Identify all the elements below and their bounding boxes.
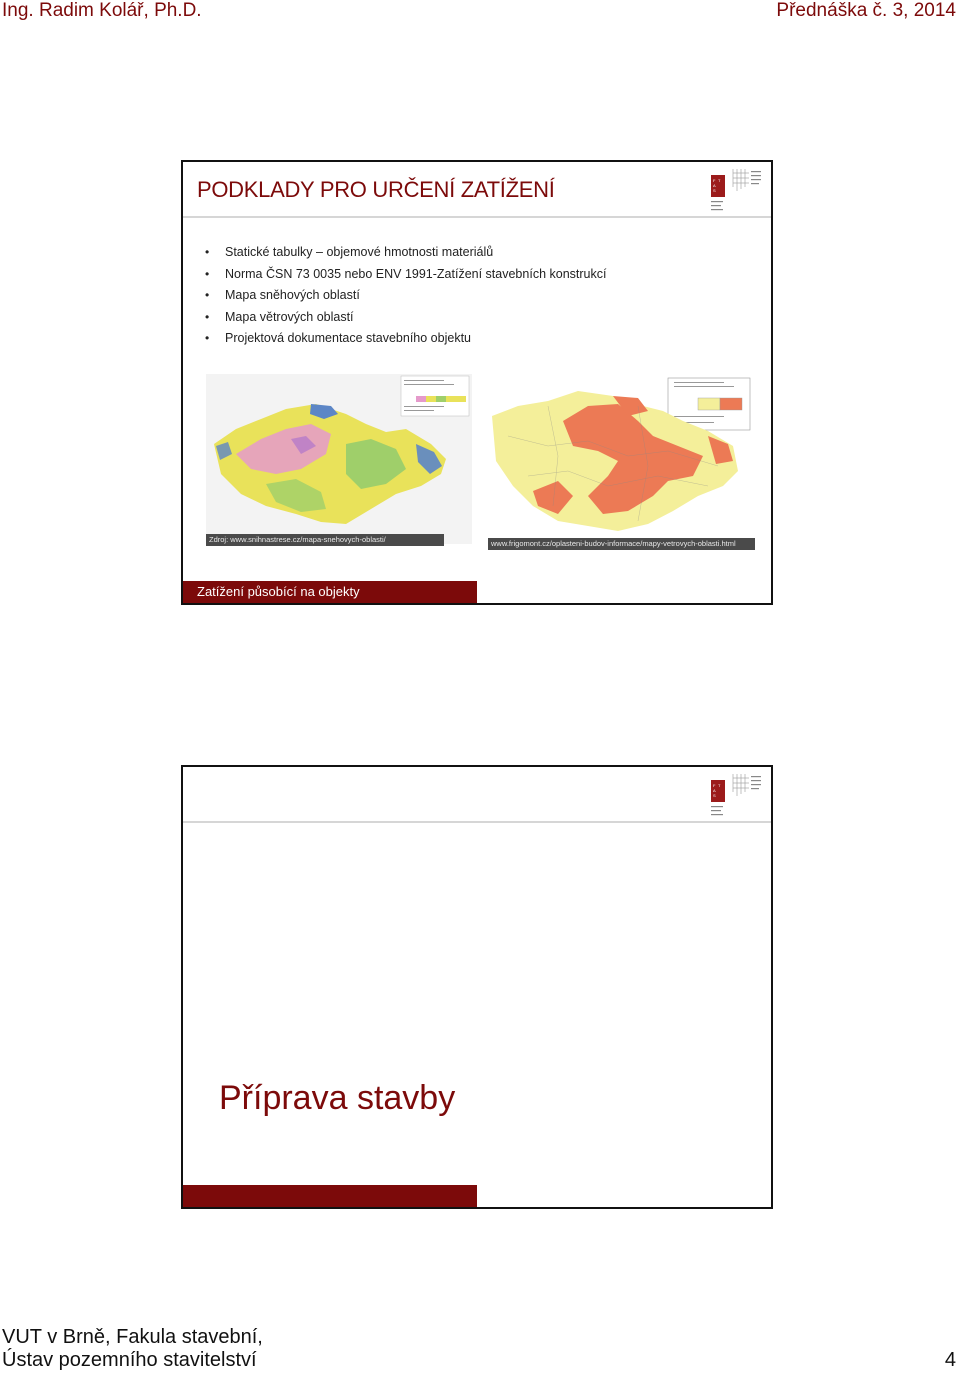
slide-section-title: Příprava stavby [219, 1079, 456, 1117]
footer-institute: Ústav pozemního stavitelství [2, 1349, 257, 1371]
svg-text:F: F [713, 178, 716, 183]
header-lecture: Přednáška č. 3, 2014 [776, 0, 956, 21]
slide-priprava [181, 765, 773, 1209]
bullet-list [205, 242, 606, 350]
page-number: 4 [944, 1349, 956, 1371]
header-author: Ing. Radim Kolář, Ph.D. [2, 0, 202, 21]
svg-text:A: A [713, 183, 716, 188]
wind-map-image [488, 376, 752, 546]
svg-text:T: T [718, 178, 721, 183]
slide-title: PODKLADY PRO URČENÍ ZATÍŽENÍ [197, 177, 555, 202]
slide-header [183, 767, 771, 823]
snow-map-source: Zdroj: www.snihnastrese.cz/mapa-snehovych-oblasti/ [206, 534, 444, 546]
footer-faculty: VUT v Brně, Fakula stavební, [2, 1326, 263, 1348]
snow-map-image [206, 374, 472, 544]
wind-map-source: www.frigomont.cz/oplasteni-budov-informace/mapy-vetrovych-oblasti.html [488, 538, 755, 550]
slide-podklady [181, 160, 773, 605]
fast-logo-icon [709, 772, 765, 818]
slide-footer-bar [183, 1185, 477, 1207]
bullet-item: • Statické tabulky – objemové hmotnosti materiálů [205, 242, 606, 264]
fast-logo-icon [709, 167, 765, 213]
svg-text:S: S [713, 793, 716, 798]
svg-text:A: A [713, 788, 716, 793]
bullet-item: • Mapa větrových oblastí [205, 307, 606, 329]
svg-text:S: S [713, 188, 716, 193]
svg-text:F: F [713, 783, 716, 788]
svg-text:T: T [718, 783, 721, 788]
slide-footer-bar: Zatížení působící na objekty [183, 581, 477, 603]
bullet-item: • Norma ČSN 73 0035 nebo ENV 1991-Zatížení stavebních konstrukcí [205, 264, 606, 286]
bullet-item: • Mapa sněhových oblastí [205, 285, 606, 307]
slide-header [183, 162, 771, 218]
bullet-item: • Projektová dokumentace stavebního objektu [205, 328, 606, 350]
